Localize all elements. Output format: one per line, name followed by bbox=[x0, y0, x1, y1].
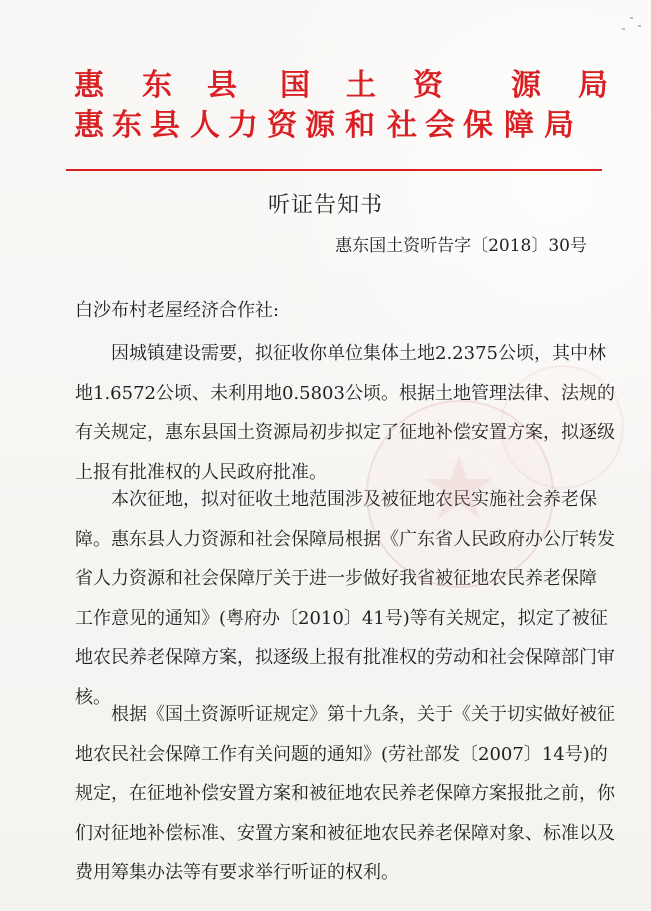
header-char: 人 bbox=[190, 108, 220, 143]
header-char: 东 bbox=[112, 108, 142, 143]
header-char: 资 bbox=[267, 108, 297, 143]
paragraph-line: 地1.6572公顷、未利用地0.5803公顷。根据土地管理法律、法规的 bbox=[75, 382, 615, 404]
paragraph-2 bbox=[75, 480, 615, 718]
header-char: 保 bbox=[463, 108, 493, 143]
paragraph-line: 上报有批准权的人民政府批准。 bbox=[75, 461, 327, 483]
header-char: 障 bbox=[504, 108, 534, 143]
paragraph-line: 本次征地，拟对征收土地范围涉及被征地农民实施社会养老保 bbox=[111, 489, 597, 510]
paragraph-line: 因城镇建设需要，拟征收你单位集体土地2.2375公顷，其中林 bbox=[111, 343, 606, 364]
agency-header-line-1 bbox=[74, 68, 608, 105]
paragraph-line: 核。 bbox=[75, 686, 111, 708]
document-number: 惠东国土资听告字〔2018〕30号 bbox=[335, 236, 587, 256]
scan-mark bbox=[622, 28, 625, 30]
paragraph-line: 地农民养老保障方案，拟逐级上报有批准权的劳动和社会保障部门审 bbox=[75, 647, 615, 669]
paragraph-line: 们对征地补偿标准、安置方案和被征地农民养老保障对象、标准以及 bbox=[75, 822, 615, 844]
header-char: 源 bbox=[305, 108, 335, 143]
paragraph-line: 根据《国土资源听证规定》第十九条，关于《关于切实做好被征 bbox=[111, 704, 615, 725]
paragraph-line: 规定，在征地补偿安置方案和被征地农民养老保障方案报批之前，你 bbox=[75, 783, 615, 805]
recipient-salutation: 白沙布村老屋经济合作社: bbox=[75, 300, 280, 321]
header-char: 局 bbox=[578, 68, 608, 103]
header-char: 源 bbox=[511, 68, 541, 103]
header-char: 力 bbox=[228, 108, 258, 143]
paragraph-line: 障。惠东县人力资源和社会保障局根据《广东省人民政府办公厅转发 bbox=[75, 528, 615, 550]
header-char: 资 bbox=[413, 68, 443, 103]
agency-header-line-2 bbox=[74, 108, 604, 145]
header-char: 局 bbox=[544, 108, 574, 143]
paragraph-line: 工作意见的通知》(粤府办〔2010〕41号)等有关规定，拟定了被征 bbox=[75, 607, 608, 629]
scan-mark bbox=[638, 25, 641, 27]
header-char: 和 bbox=[345, 108, 375, 143]
paragraph-line: 省人力资源和社会保障厅关于进一步做好我省被征地农民养老保障 bbox=[75, 568, 597, 590]
paragraph-line: 费用筹集办法等有要求举行听证的权利。 bbox=[75, 862, 399, 884]
header-char: 县 bbox=[207, 68, 237, 103]
header-char: 惠 bbox=[74, 108, 104, 143]
header-char: 社 bbox=[387, 108, 417, 143]
header-char: 国 bbox=[280, 68, 310, 103]
scan-mark bbox=[630, 17, 633, 19]
header-char: 会 bbox=[425, 108, 455, 143]
header-divider bbox=[66, 169, 602, 171]
document-title: 听证告知书 bbox=[267, 193, 383, 218]
paragraph-line: 有关规定，惠东县国土资源局初步拟定了征地补偿安置方案，拟逐级 bbox=[75, 422, 615, 444]
header-char: 东 bbox=[142, 68, 172, 103]
paragraph-1 bbox=[75, 334, 615, 492]
header-char: 惠 bbox=[74, 68, 104, 103]
paragraph-3 bbox=[75, 695, 615, 893]
header-char: 县 bbox=[150, 108, 180, 143]
header-char: 土 bbox=[346, 68, 376, 103]
paragraph-line: 地农民社会保障工作有关问题的通知》(劳社部发〔2007〕14号)的 bbox=[75, 743, 608, 765]
